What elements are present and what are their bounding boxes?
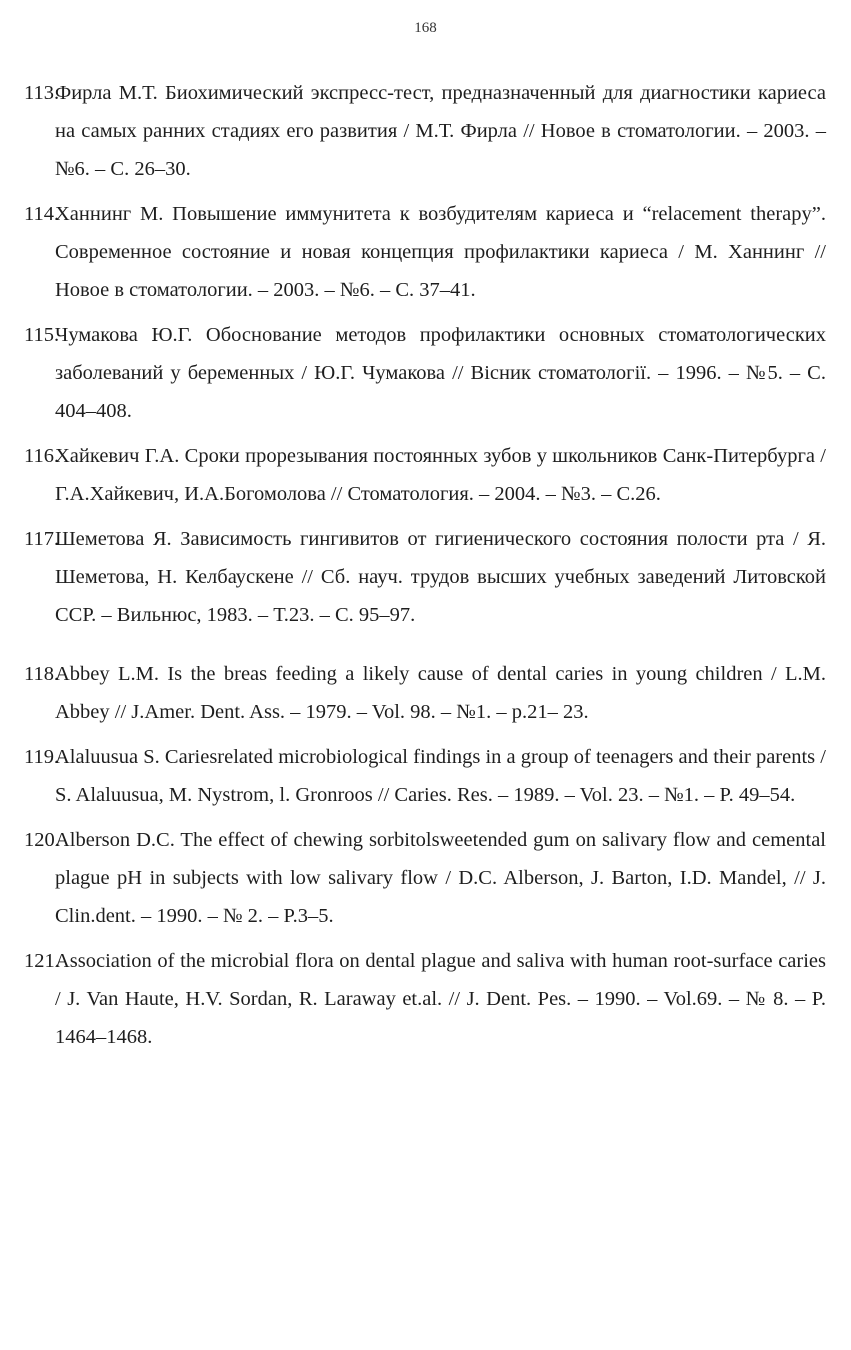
reference-item <box>24 821 826 935</box>
reference-text: Шеметова Я. Зависимость гингивитов от гигиенического состояния полости рта / Я. Шеметова, Н. Келбаускене // Сб. науч. трудов высших учебных заведений Литовской ССР. – Вильнюс, 1983. – Т.23. – С. 95–97. <box>55 528 826 626</box>
reference-number: 113. <box>24 82 60 104</box>
reference-item <box>24 655 826 731</box>
reference-text: Alberson D.C. The effect of chewing sorbitolsweetended gum on salivary flow and cemental plague pH in subjects with low salivary flow / D.C. Alberson, J. Barton, I.D. Mandel, // J. Clin.dent. – 1990. – № 2. – P.3–5. <box>55 829 826 927</box>
reference-number: 115. <box>24 324 60 346</box>
reference-text: Alaluusua S. Cariesrelated microbiological findings in a group of teenagers and their parents / S. Alaluusua, M. Nystrom, l. Gronroos // Caries. Res. – 1989. – Vol. 23. – №1. – P. 49–54. <box>55 746 826 806</box>
reference-number: 116. <box>24 445 60 467</box>
reference-number: 118. <box>24 663 60 685</box>
reference-text: Фирла М.Т. Биохимический экспресс-тест, предназначенный для диагностики кариеса на самых ранних стадиях его развития / М.Т. Фирла // Новое в стоматологии. – 2003. – №6. – С. 26–30. <box>55 82 826 180</box>
reference-list <box>24 74 826 1063</box>
page-number: 168 <box>414 20 437 36</box>
reference-number: 114. <box>24 203 60 225</box>
reference-number: 120. <box>24 829 60 851</box>
reference-item <box>24 520 826 634</box>
reference-item <box>24 316 826 430</box>
reference-text: Ханнинг М. Повышение иммунитета к возбудителям кариеса и “relacement therapy”. Современное состояние и новая концепция профилактики кариеса / М. Ханнинг // Новое в стоматологии. – 2003. – №6. – С. 37–41. <box>55 203 826 301</box>
reference-item <box>24 738 826 814</box>
reference-item <box>24 437 826 513</box>
reference-item <box>24 195 826 309</box>
reference-number: 119. <box>24 746 60 768</box>
reference-text: Чумакова Ю.Г. Обоснование методов профилактики основных стоматологических заболеваний у беременных / Ю.Г. Чумакова // Вісник стоматології. – 1996. – №5. – С. 404–408. <box>55 324 826 422</box>
reference-item <box>24 74 826 188</box>
reference-text: Хайкевич Г.А. Сроки прорезывания постоянных зубов у школьников Санк-Питербурга / Г.А.Хайкевич, И.А.Богомолова // Стоматология. – 2004. – №3. – С.26. <box>55 445 826 505</box>
reference-number: 121. <box>24 950 60 972</box>
reference-item <box>24 942 826 1056</box>
reference-text: Association of the microbial flora on dental plague and saliva with human root-surface caries / J. Van Haute, H.V. Sordan, R. Laraway et.al. // J. Dent. Pes. – 1990. – Vol.69. – № 8. – P. 1464–1468. <box>55 950 826 1048</box>
reference-number: 117. <box>24 528 60 550</box>
reference-text: Abbey L.M. Is the breas feeding a likely cause of dental caries in young children / L.M. Abbey // J.Amer. Dent. Ass. – 1979. – Vol. 98. – №1. – p.21– 23. <box>55 663 826 723</box>
